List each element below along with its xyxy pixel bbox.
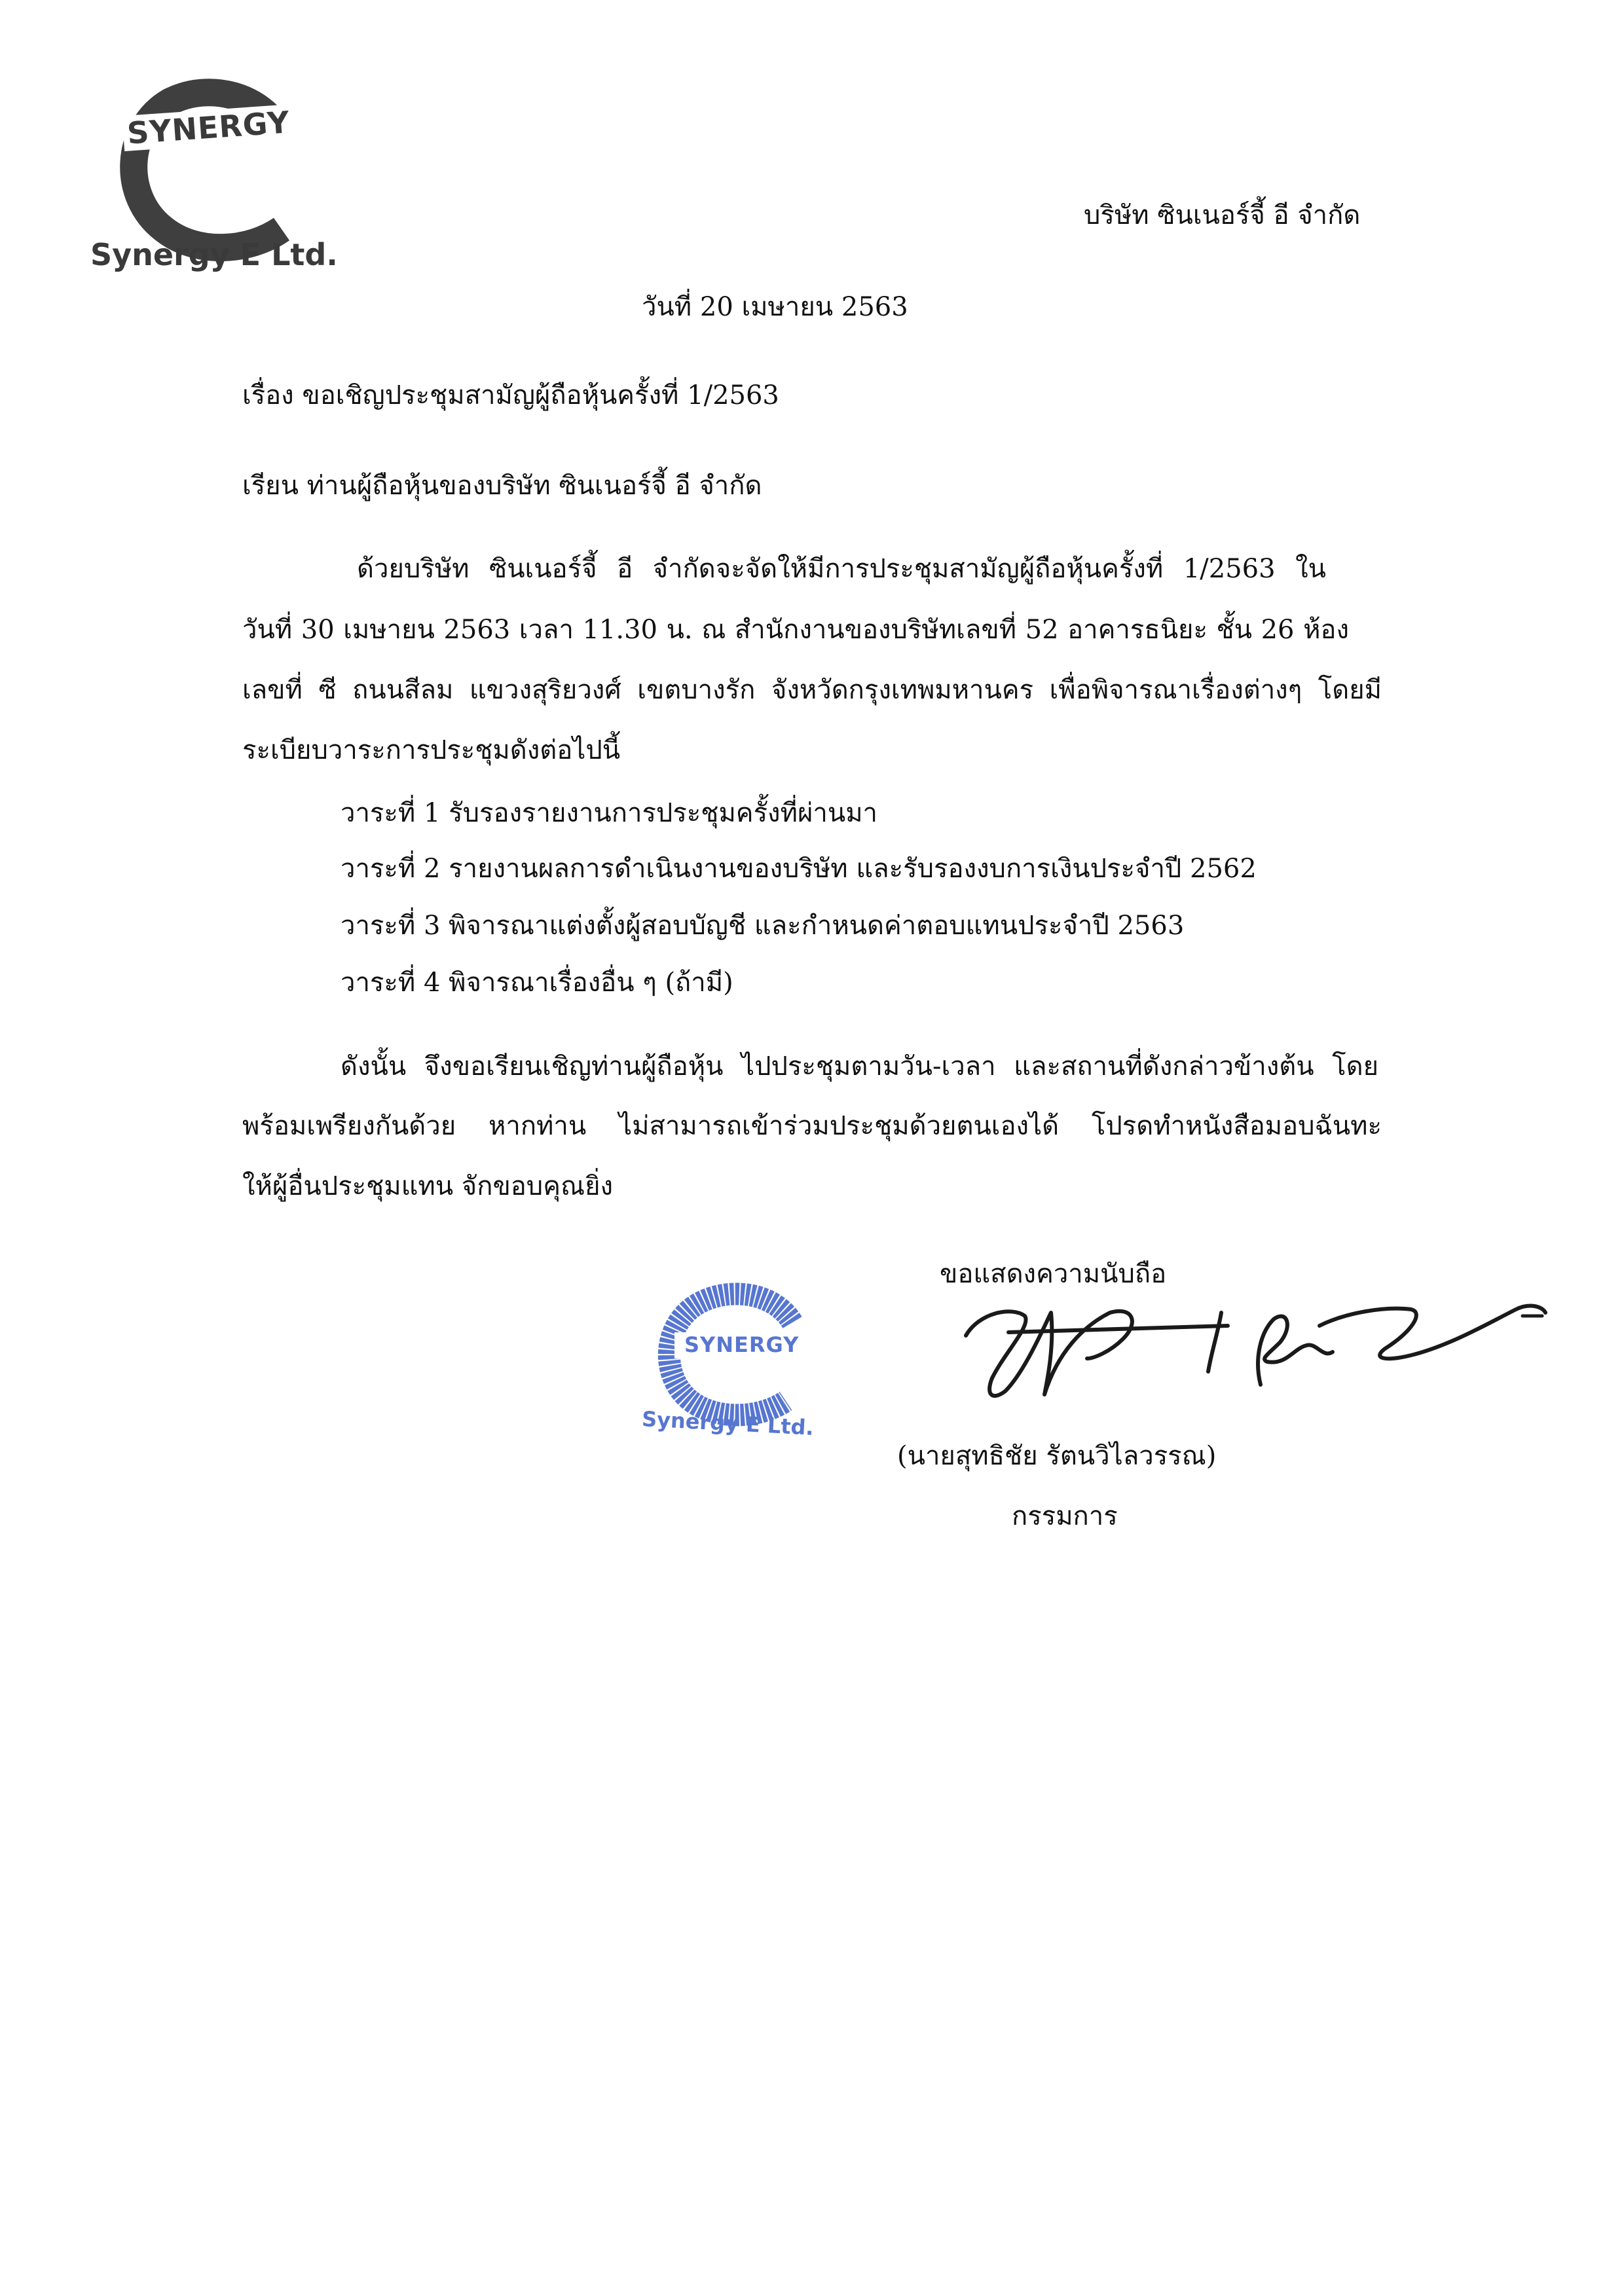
letter-closing: ขอแสดงความนับถือ bbox=[940, 1259, 1167, 1289]
paragraph-line: ระเบียบวาระการประชุมดังต่อไปนี้ bbox=[242, 735, 621, 765]
paragraph-line: ดังนั้น จึงขอเรียนเชิญท่านผู้ถือหุ้น ไปประชุมตามวัน-เวลา และสถานที่ดังกล่าวข้างต้น โดย bbox=[341, 1051, 1378, 1082]
agenda-item: วาระที่ 4 พิจารณาเรื่องอื่น ๆ (ถ้ามี) bbox=[341, 968, 733, 998]
signatory-name: (นายสุทธิชัย รัตนวิไลวรรณ) bbox=[897, 1441, 1217, 1471]
company-name: บริษัท ซินเนอร์จี้ อี จำกัด bbox=[1084, 200, 1361, 230]
company-logo bbox=[85, 65, 347, 282]
signature bbox=[953, 1286, 1565, 1417]
paragraph-line: วันที่ 30 เมษายน 2563 เวลา 11.30 น. ณ สำนักงานของบริษัทเลขที่ 52 อาคารธนิยะ ชั้น 26 ห้อง bbox=[242, 615, 1349, 645]
signature-scribble-icon bbox=[953, 1286, 1565, 1417]
logo-word: SYNERGY bbox=[122, 104, 295, 151]
paragraph-line: เลขที่ ซี ถนนสีลม แขวงสุริยวงศ์ เขตบางรัก จังหวัดกรุงเทพมหานคร เพื่อพิจารณาเรื่องต่างๆ โดยมี bbox=[242, 675, 1382, 705]
paragraph-line: ด้วยบริษัท ซินเนอร์จี้ อี จำกัดจะจัดให้มีการประชุมสามัญผู้ถือหุ้นครั้งที่ 1/2563 ใน bbox=[357, 554, 1326, 584]
agenda-item: วาระที่ 1 รับรองรายงานการประชุมครั้งที่ผ่านมา bbox=[341, 798, 878, 828]
paragraph-line: พร้อมเพรียงกันด้วย หากท่าน ไม่สามารถเข้าร่วมประชุมด้วยตนเองได้ โปรดทำหนังสือมอบฉันทะ bbox=[242, 1111, 1382, 1141]
company-stamp bbox=[638, 1273, 828, 1457]
agenda-item: วาระที่ 2 รายงานผลการดำเนินงานของบริษัท และรับรองงบการเงินประจำปี 2562 bbox=[341, 854, 1257, 884]
paragraph-line: ให้ผู้อื่นประชุมแทน จักขอบคุณยิ่ง bbox=[242, 1171, 614, 1201]
stamp-caption: Synergy E Ltd. bbox=[641, 1406, 815, 1440]
stamp-word: SYNERGY bbox=[684, 1332, 800, 1357]
letter-salutation: เรียน ท่านผู้ถือหุ้นของบริษัท ซินเนอร์จี้ อี จำกัด bbox=[242, 471, 762, 501]
signatory-title: กรรมการ bbox=[1012, 1501, 1118, 1531]
logo-caption: Synergy E Ltd. bbox=[90, 237, 338, 272]
letter-subject: เรื่อง ขอเชิญประชุมสามัญผู้ถือหุ้นครั้งที่ 1/2563 bbox=[242, 380, 779, 410]
agenda-item: วาระที่ 3 พิจารณาแต่งตั้งผู้สอบบัญชี และกำหนดค่าตอบแทนประจำปี 2563 bbox=[341, 911, 1185, 941]
letter-date: วันที่ 20 เมษายน 2563 bbox=[642, 292, 908, 322]
